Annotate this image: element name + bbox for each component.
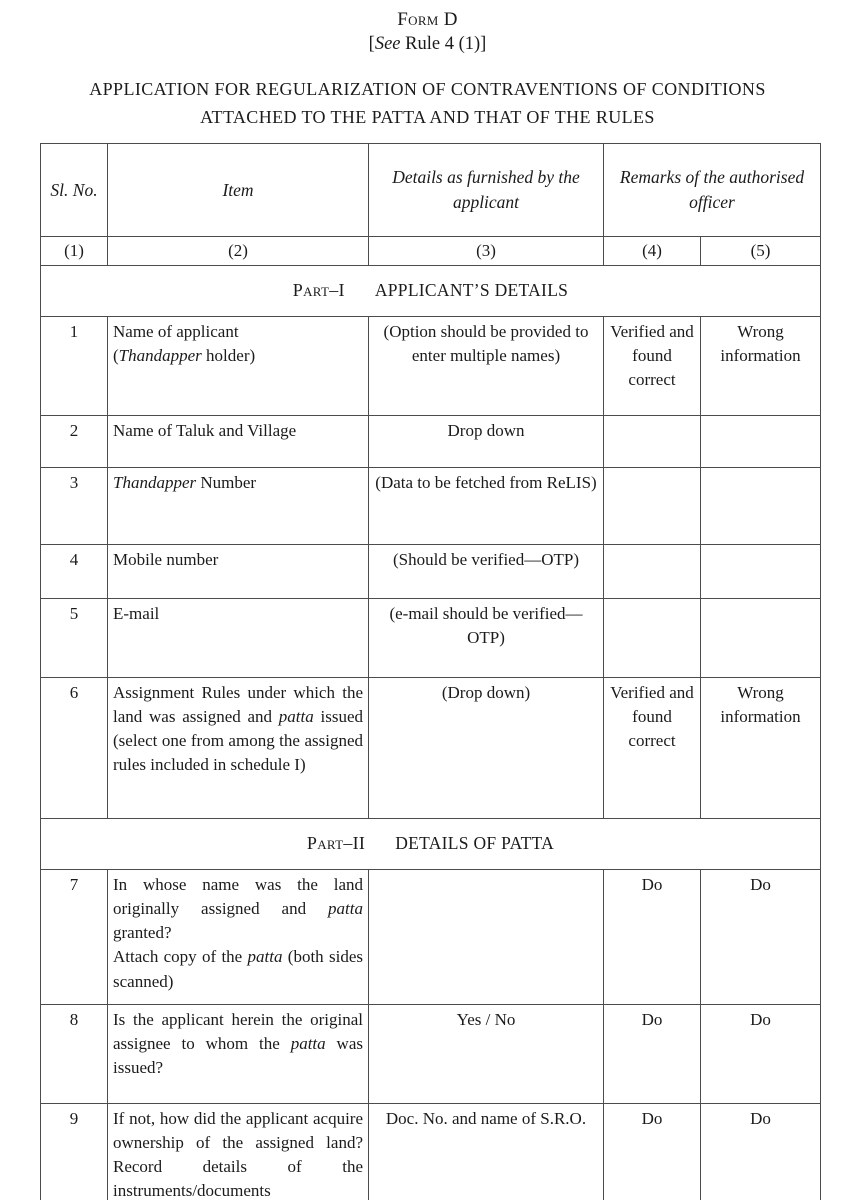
sl-no-cell: 8 bbox=[41, 1005, 108, 1104]
column-number-row bbox=[41, 237, 821, 266]
sl-no-cell: 6 bbox=[41, 678, 108, 819]
item-cell: Assignment Rules under which the land was assigned and patta issued (select one from among the assigned rules included in schedule I) bbox=[108, 678, 369, 819]
rule-reference-rest: Rule 4 (1)] bbox=[400, 34, 487, 54]
item-cell: Mobile number bbox=[108, 545, 369, 599]
col-num-2: (2) bbox=[108, 237, 369, 266]
details-cell: (Data to be fetched from ReLIS) bbox=[369, 468, 604, 545]
table-row bbox=[41, 870, 821, 1005]
sl-no-cell: 3 bbox=[41, 468, 108, 545]
sl-no-cell: 4 bbox=[41, 545, 108, 599]
remarks-wrong-cell bbox=[701, 599, 821, 678]
table-header-row bbox=[41, 144, 821, 237]
application-form-table bbox=[40, 143, 821, 1200]
details-cell: Doc. No. and name of S.R.O. bbox=[369, 1104, 604, 1200]
form-heading-line2: ATTACHED TO THE PATTA AND THAT OF THE RULES bbox=[200, 107, 655, 127]
rule-reference bbox=[0, 34, 855, 55]
sl-no-cell: 2 bbox=[41, 416, 108, 468]
remarks-wrong-cell: Do bbox=[701, 1104, 821, 1200]
col-num-1: (1) bbox=[41, 237, 108, 266]
part1-title: APPLICANT’S DETAILS bbox=[374, 280, 569, 301]
table-row bbox=[41, 416, 821, 468]
details-cell: Yes / No bbox=[369, 1005, 604, 1104]
item-cell: In whose name was the land originally assigned and patta granted? Attach copy of the patta (both sides scanned) bbox=[108, 870, 369, 1005]
part2-title: DETAILS OF PATTA bbox=[395, 833, 555, 854]
remarks-verified-cell bbox=[604, 416, 701, 468]
remarks-wrong-cell bbox=[701, 545, 821, 599]
col-header-remarks: Remarks of the authorised officer bbox=[604, 144, 821, 237]
form-heading-line1: APPLICATION FOR REGULARIZATION OF CONTRAVENTIONS OF CONDITIONS bbox=[89, 79, 766, 99]
table-row bbox=[41, 599, 821, 678]
details-cell: (Option should be provided to enter multiple names) bbox=[369, 317, 604, 416]
sl-no-cell: 9 bbox=[41, 1104, 108, 1200]
form-number: Form D bbox=[397, 9, 458, 30]
remarks-wrong-cell: Wrong information bbox=[701, 317, 821, 416]
sl-no-cell: 5 bbox=[41, 599, 108, 678]
item-cell: Is the applicant herein the original assignee to whom the patta was issued? bbox=[108, 1005, 369, 1104]
part1-section-header bbox=[41, 266, 821, 317]
remarks-wrong-cell bbox=[701, 468, 821, 545]
table-row bbox=[41, 1005, 821, 1104]
remarks-verified-cell: Verified and found correct bbox=[604, 678, 701, 819]
details-cell: (Drop down) bbox=[369, 678, 604, 819]
table-row bbox=[41, 468, 821, 545]
part2-label: Part–II bbox=[306, 833, 366, 854]
details-cell: Drop down bbox=[369, 416, 604, 468]
remarks-verified-cell: Do bbox=[604, 870, 701, 1005]
item-cell: If not, how did the applicant acquire ownership of the assigned land? Record details of the instruments/documents bbox=[108, 1104, 369, 1200]
part2-section-header bbox=[41, 819, 821, 870]
item-cell: Name of applicant (Thandapper holder) bbox=[108, 317, 369, 416]
remarks-verified-cell bbox=[604, 468, 701, 545]
item-cell: E-mail bbox=[108, 599, 369, 678]
table-row bbox=[41, 1104, 821, 1200]
title-block bbox=[0, 0, 855, 131]
sl-no-cell: 1 bbox=[41, 317, 108, 416]
remarks-wrong-cell: Do bbox=[701, 1005, 821, 1104]
rule-see-word: See bbox=[374, 34, 401, 54]
remarks-verified-cell bbox=[604, 599, 701, 678]
details-cell: (Should be verified—OTP) bbox=[369, 545, 604, 599]
remarks-wrong-cell: Do bbox=[701, 870, 821, 1005]
remarks-wrong-cell bbox=[701, 416, 821, 468]
remarks-verified-cell: Do bbox=[604, 1005, 701, 1104]
col-num-3: (3) bbox=[369, 237, 604, 266]
remarks-verified-cell: Verified and found correct bbox=[604, 317, 701, 416]
details-cell: (e-mail should be verified—OTP) bbox=[369, 599, 604, 678]
col-num-5: (5) bbox=[701, 237, 821, 266]
rule-bracket-open: [ bbox=[368, 34, 375, 54]
col-header-sl-no: Sl. No. bbox=[41, 144, 108, 237]
table-row bbox=[41, 317, 821, 416]
sl-no-cell: 7 bbox=[41, 870, 108, 1005]
table-row bbox=[41, 545, 821, 599]
col-num-4: (4) bbox=[604, 237, 701, 266]
details-cell bbox=[369, 870, 604, 1005]
part1-label: Part–I bbox=[292, 280, 345, 301]
remarks-verified-cell: Do bbox=[604, 1104, 701, 1200]
col-header-details: Details as furnished by the applicant bbox=[369, 144, 604, 237]
table-row bbox=[41, 678, 821, 819]
remarks-verified-cell bbox=[604, 545, 701, 599]
item-cell: Name of Taluk and Village bbox=[108, 416, 369, 468]
form-heading bbox=[0, 75, 855, 131]
item-cell: Thandapper Number bbox=[108, 468, 369, 545]
col-header-item: Item bbox=[108, 144, 369, 237]
remarks-wrong-cell: Wrong information bbox=[701, 678, 821, 819]
